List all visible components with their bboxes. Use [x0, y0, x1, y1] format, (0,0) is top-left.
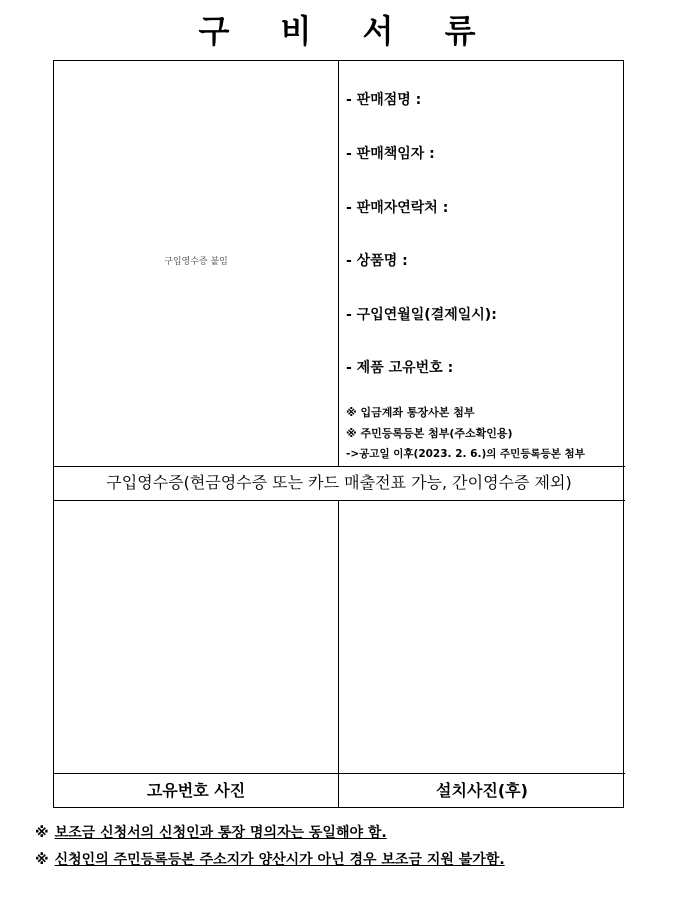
- installation-photo-label: 설치사진(후): [436, 781, 528, 800]
- purchase-date-field: - 구입연월일(결제일시):: [346, 307, 497, 323]
- product-name-field: - 상품명 :: [346, 253, 408, 269]
- seller-manager-field: - 판매책임자 :: [346, 146, 435, 162]
- footer-note-2: [35, 849, 505, 869]
- resident-registration-note: ※ 주민등록등본 첨부(주소확인용): [346, 427, 513, 440]
- bank-account-note: ※ 입금계좌 통장사본 첨부: [346, 406, 475, 419]
- receipt-band-label: 구입영수증(현금영수증 또는 카드 매출전표 가능, 간이영수증 제외): [106, 473, 572, 492]
- footer-note-text: 신청인의 주민등록등본 주소지가 양산시가 아닌 경우 보조금 지원 불가함.: [54, 852, 505, 868]
- footer-note-text: 보조금 신청서의 신청인과 통장 명의자는 동일해야 함.: [54, 825, 387, 841]
- receipt-attach-placeholder: 구입영수증 붙임: [164, 257, 228, 267]
- reference-mark-icon: ※: [35, 852, 49, 868]
- announcement-date-note: ->공고일 이후(2023. 2. 6.)의 주민등록등본 첨부: [346, 448, 585, 460]
- footer-note-1: [35, 822, 387, 842]
- document-title: 구 비 서 류: [198, 12, 496, 50]
- row-divider-2: [53, 500, 625, 501]
- seller-contact-field: - 판매자연락처 :: [346, 200, 449, 216]
- row-divider-3: [53, 773, 625, 774]
- product-serial-field: - 제품 고유번호 :: [346, 360, 454, 376]
- serial-photo-label: 고유번호 사진: [146, 781, 246, 800]
- seller-name-field: - 판매점명 :: [346, 92, 422, 108]
- reference-mark-icon: ※: [35, 825, 49, 841]
- column-divider-bottom: [338, 500, 339, 808]
